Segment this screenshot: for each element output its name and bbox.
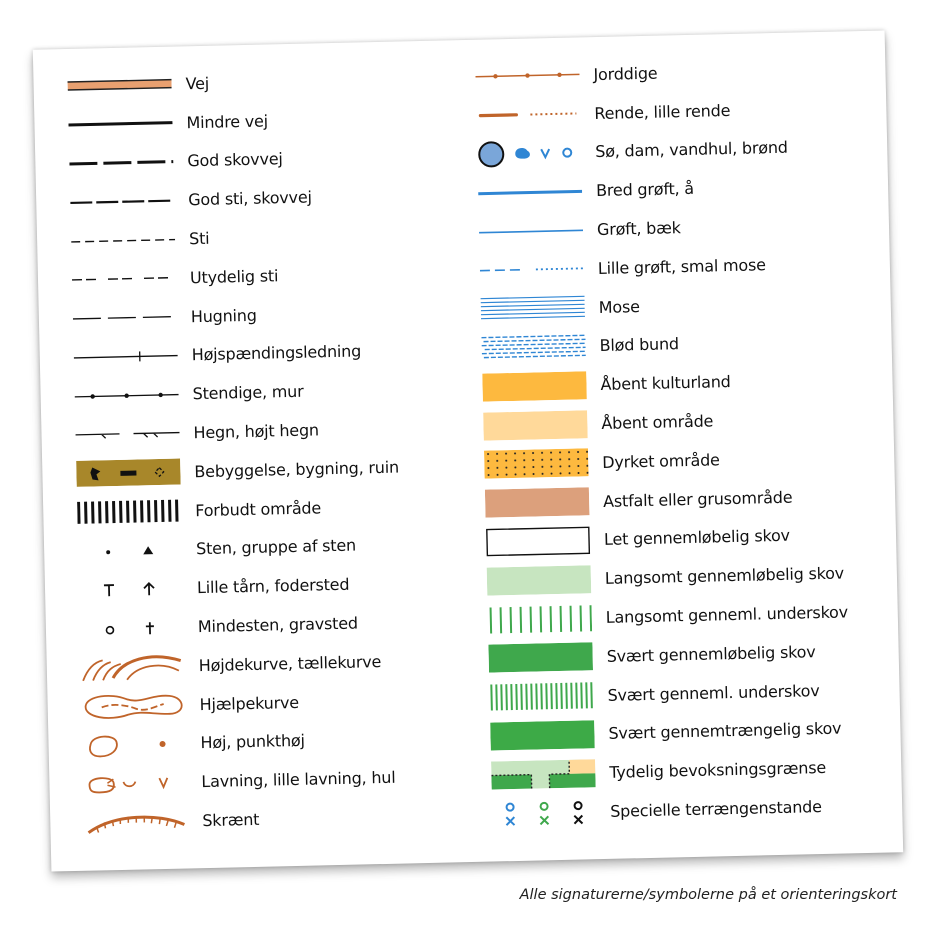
legend-label: Blød bund [599,334,680,356]
legend-label: Højspændingsledning [191,341,362,365]
open-land-area-icon [478,370,591,403]
legend-label: Skrænt [202,809,260,831]
legend-label: Svært gennemløbelig skov [606,642,816,666]
earth-bank-icon [80,806,193,839]
open-area-icon [479,409,592,442]
legend-label: Svært gennemtrængelig skov [608,719,842,744]
legend-label: Mindesten, gravsted [197,613,359,637]
legend-label: Lille grøft, smal mose [597,255,766,278]
legend-left-column [63,58,481,843]
legend-label: Jorddige [593,63,658,84]
slow-forest-area-icon [483,564,596,597]
soft-ground-area-icon [477,331,590,364]
difficult-undergrowth-area-icon [485,680,598,713]
marsh-area-icon [476,292,589,325]
ride-dashed-icon [69,302,182,335]
path-dashed-icon [67,224,180,257]
contour-lines-icon [76,651,189,684]
ditch-line-icon [475,215,588,248]
legend-label: Let gennemløbelig skov [603,526,791,550]
asphalt-area-icon [481,486,594,519]
legend-label: Sø, dam, vandhul, brønd [595,138,788,162]
minor-ditch-line-icon [476,254,589,287]
form-line-icon [77,690,190,723]
slow-undergrowth-area-icon [484,603,597,636]
legend-label: Mose [598,296,640,317]
legend-label: God sti, skovvej [188,187,312,210]
legend-label: Højdekurve, tællekurve [198,651,382,676]
power-line-icon [69,340,182,373]
good-path-dashed-icon [66,185,179,218]
vegetation-boundary-icon [487,758,600,791]
legend-label: Svært genneml. underskov [607,680,820,705]
legend-label: Lille tårn, fodersted [196,574,350,598]
legend-label: Tydelig bevoksningsgrænse [609,758,827,783]
earth-wall-line-icon [471,60,584,93]
fence-line-icon [71,418,184,451]
impassable-forest-area-icon [486,719,599,752]
legend-label: Utydelig sti [189,266,279,288]
difficult-forest-area-icon [484,641,597,674]
legend-label: Rende, lille rende [594,100,731,123]
minor-road-line-icon [64,108,177,141]
easy-forest-area-icon [482,525,595,558]
legend-row [80,795,481,843]
legend-label: Langsomt genneml. underskov [605,602,849,627]
knoll-symbols-icon [78,728,191,761]
legend-label: Sten, gruppe af sten [195,536,357,559]
legend-label: Åbent område [601,411,714,434]
legend-label: Sti [188,228,210,249]
boulder-symbols-icon [74,534,187,567]
legend-label: Hegn, højt hegn [193,420,320,443]
figure-caption: Alle signaturerne/symbolerne på et orienteringskort [519,887,897,903]
special-features-icon [488,797,601,830]
legend-label: Åbent kulturland [600,372,731,395]
legend-label: Bred grøft, å [595,179,695,201]
cultivated-area-icon [480,448,593,481]
depression-symbols-icon [79,767,192,800]
legend-label: Grøft, bæk [596,218,681,240]
legend-label: Forbudt område [195,498,322,520]
legend-row [488,786,889,834]
legend-label: Bebyggelse, bygning, ruin [194,457,400,482]
wide-ditch-line-icon [474,176,587,209]
erosion-gully-icon [472,98,585,131]
legend-label: Mindre vej [186,111,269,132]
legend-right-column [471,49,889,834]
legend-label: Høj, punkthøj [200,731,305,753]
lake-symbols-icon [473,137,586,170]
stone-wall-line-icon [70,379,183,412]
legend-card [33,30,903,871]
legend-label: Lavning, lille lavning, hul [201,767,396,792]
indistinct-path-dashed-icon [68,263,181,296]
forest-road-dashed-icon [65,147,178,180]
legend-label: God skovvej [187,149,283,171]
legend-label: Stendige, mur [192,381,304,404]
legend-label: Dyrket område [602,450,720,472]
building-area-icon [72,457,185,490]
cairn-symbols-icon [76,612,189,645]
forbidden-area-icon [73,496,186,529]
legend-label: Hugning [190,305,257,326]
legend-label: Vej [185,73,210,94]
legend-label: Hjælpekurve [199,692,300,714]
legend-label: Astfalt eller grusområde [602,487,793,511]
road-double-line-icon [63,69,176,102]
legend-label: Langsomt gennemløbelig skov [604,563,845,589]
tower-symbols-icon [75,573,188,606]
legend-label: Specielle terrængenstande [609,797,822,821]
